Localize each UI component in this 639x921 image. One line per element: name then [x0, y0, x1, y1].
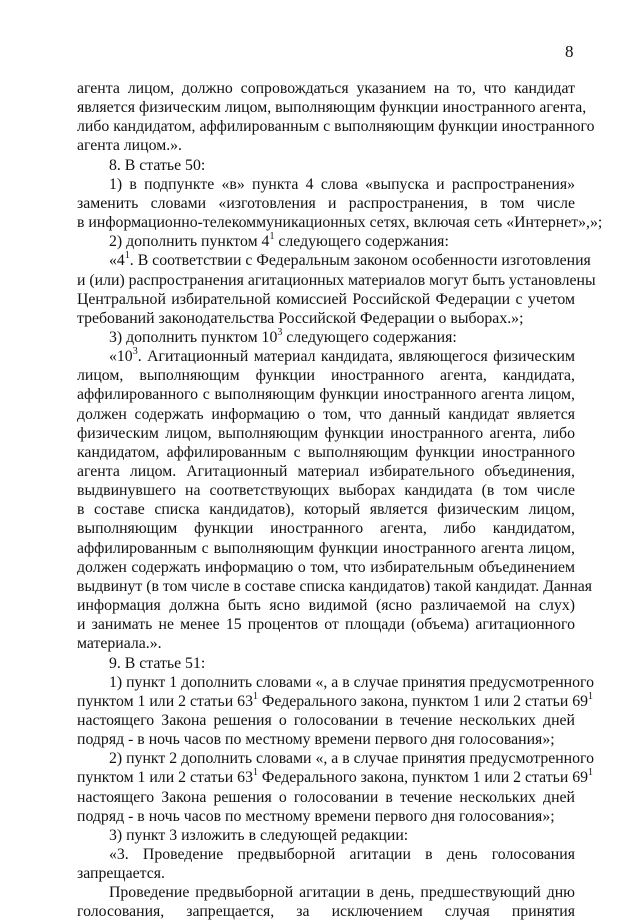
line-text: пунктом 1 или 2 статьи 63 — [77, 769, 253, 787]
superscript: 3 — [277, 326, 283, 338]
text-line — [109, 845, 575, 864]
text-line — [77, 807, 575, 826]
line-text: 2) пункт 2 дополнить словами «, а в случае принятия предусмотренного — [109, 750, 595, 768]
text-line — [77, 634, 575, 653]
line-text: кандидатом, аффилированным с выполняющим функции иностранного — [77, 443, 575, 461]
text-line — [77, 271, 596, 290]
line-text: 8. В статье 50: — [109, 156, 206, 174]
line-text: информация должна быть ясно видимой (ясно различаемой на слух) — [77, 597, 575, 615]
text-line — [77, 596, 575, 615]
text-line — [77, 767, 594, 787]
text-line — [109, 673, 595, 692]
line-text: 9. В статье 51: — [109, 654, 206, 672]
line-text: «10 — [109, 348, 133, 366]
text-line — [77, 405, 575, 424]
line-text: голосования, запрещается, за исключением случая принятия — [77, 903, 575, 921]
text-line — [77, 194, 575, 213]
line-text: агента лицом, должно сопровождаться указанием на то, что кандидат — [77, 80, 575, 97]
text-line — [77, 366, 575, 385]
text-line — [109, 826, 575, 845]
line-text: должен содержать информацию о том, что избирательным объединением — [77, 558, 575, 576]
line-text: 3) пункт 3 изложить в следующей редакции: — [109, 826, 409, 844]
line-text: пунктом 1 или 2 статьи 63 — [77, 692, 253, 710]
superscript: 3 — [132, 346, 138, 358]
line-text: 1) пункт 1 дополнить словами «, а в случае принятия предусмотренного — [109, 673, 595, 691]
line-text: заменить словами «изготовления и распространения, в том числе — [77, 194, 575, 212]
text-line — [109, 250, 591, 270]
text-line — [77, 98, 587, 117]
line-text: . Агитационный материал кандидата, являющегося физическим — [137, 348, 575, 366]
line-text: Центральной избирательной комиссией Российской Федерации с учетом — [77, 290, 575, 308]
text-line — [109, 749, 595, 768]
line-text: настоящего Закона решения о голосовании в течение нескольких дней — [77, 711, 575, 729]
text-line — [77, 730, 575, 749]
line-text: и (или) распространения агитационных материалов могут быть установлены — [77, 271, 596, 289]
text-line — [77, 290, 575, 309]
superscript: 1 — [124, 250, 130, 262]
superscript: 1 — [269, 231, 275, 243]
text-line — [77, 117, 595, 136]
line-text: является физическим лицом, выполняющим функции иностранного агента, — [77, 99, 587, 117]
text-line — [77, 519, 575, 538]
text-line — [77, 539, 575, 558]
line-text: должен содержать информацию о том, что данный кандидат является — [77, 405, 575, 423]
line-text: и занимать не менее 15 процентов от площади (объема) агитационного — [77, 616, 575, 634]
superscript: 1 — [588, 690, 594, 702]
line-text: следующего содержания: — [274, 233, 449, 251]
text-line — [109, 175, 575, 194]
text-line — [109, 328, 575, 347]
text-line — [77, 424, 575, 443]
text-line — [109, 156, 575, 175]
text-line — [77, 711, 575, 730]
superscript: 1 — [252, 767, 258, 779]
line-text: физическим лицом, выполняющим функции иностранного агента, либо — [77, 424, 575, 442]
text-line — [77, 902, 575, 921]
text-line — [77, 690, 594, 711]
text-line — [77, 615, 575, 634]
superscript: 1 — [252, 690, 258, 702]
line-text: выполняющим функции иностранного агента, либо кандидатом, — [77, 520, 575, 538]
text-line — [109, 654, 575, 673]
line-text: выдвинут (в том числе в составе списка кандидатов) такой кандидат. Данная — [77, 577, 593, 595]
text-line — [77, 864, 575, 883]
text-line — [77, 443, 575, 462]
line-text: . В соответствии с Федеральным законом особенности изготовления — [129, 252, 591, 270]
line-text: 2) дополнить пунктом 4 — [109, 233, 270, 251]
line-text: Федерального закона, пунктом 1 или 2 статьи 69 — [257, 769, 589, 787]
line-text: лицом, выполняющим функции иностранного агента, кандидата, — [77, 367, 575, 385]
line-text: агента лицом. Агитационный материал избирательного объединения, — [77, 463, 575, 480]
line-text: аффилированным с выполняющим функции иностранного агента лицом, — [77, 539, 575, 557]
line-text: «4 — [109, 252, 125, 270]
text-line — [77, 136, 575, 155]
text-line — [77, 462, 575, 481]
line-text: запрещается. — [77, 865, 165, 883]
line-text: выдвинувшего на соответствующих выборах кандидата (в том числе — [77, 482, 575, 500]
line-text: либо кандидатом, аффилированным с выполняющим функции иностранного — [77, 118, 595, 136]
line-text: подряд - в ночь часов по местному времени первого дня голосования»; — [77, 731, 555, 749]
line-text: в составе списка кандидатов), который является физическим лицом, — [77, 501, 575, 519]
page-number: 8 — [565, 42, 574, 61]
text-line — [77, 385, 575, 404]
text-line — [77, 213, 603, 232]
line-text: подряд - в ночь часов по местному времени первого дня голосования»; — [77, 807, 555, 825]
line-text: требований законодательства Российской Федерации о выборах.»; — [77, 309, 524, 327]
text-line — [77, 309, 575, 328]
line-text: следующего содержания: — [282, 328, 457, 346]
text-line — [109, 232, 575, 251]
text-line — [77, 500, 575, 519]
text-line — [109, 883, 575, 902]
line-text: Проведение предвыборной агитации в день, предшествующий дню — [109, 884, 575, 902]
line-text: «3. Проведение предвыборной агитации в день голосования — [109, 846, 575, 863]
line-text: Федерального закона, пунктом 1 или 2 статьи 69 — [257, 692, 589, 710]
line-text: настоящего Закона решения о голосовании в течение нескольких дней — [77, 788, 575, 806]
line-text: аффилированного с выполняющим функции иностранного агента лицом, — [77, 386, 575, 404]
line-text: материала.». — [77, 635, 162, 653]
line-text: агента лицом.». — [77, 137, 182, 155]
text-line — [109, 347, 575, 366]
text-line — [77, 481, 575, 500]
line-text: 3) дополнить пунктом 10 — [109, 328, 278, 346]
text-line — [77, 788, 575, 807]
text-line — [77, 577, 593, 596]
text-line — [77, 558, 575, 577]
superscript: 1 — [588, 767, 594, 779]
line-text: в информационно-телекоммуникационных сетях, включая сеть «Интернет»,»; — [77, 214, 603, 232]
text-line — [77, 79, 575, 98]
line-text: 1) в подпункте «в» пункта 4 слова «выпуска и распространения» — [109, 175, 575, 193]
